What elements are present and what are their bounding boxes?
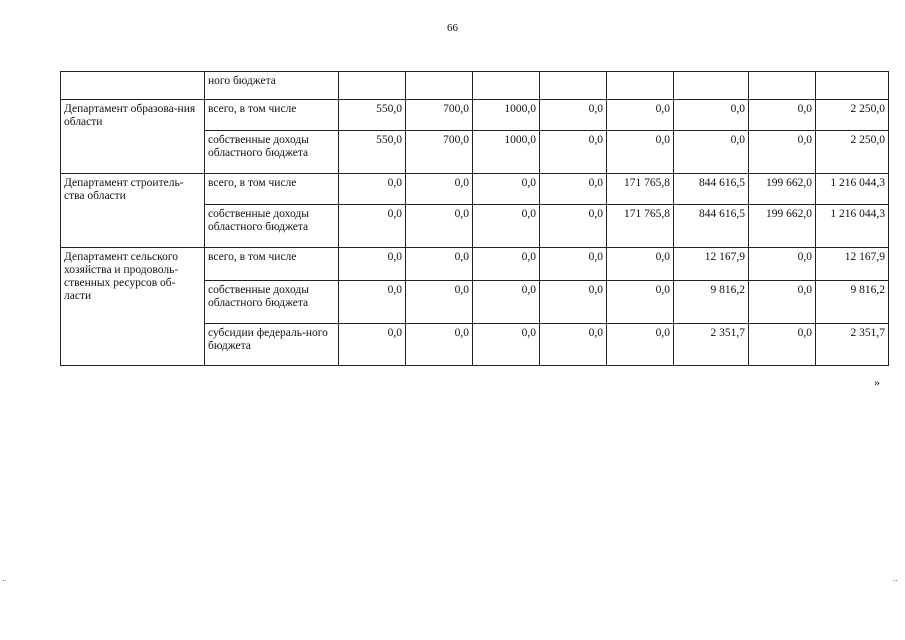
- value-cell: 0,0: [473, 248, 540, 281]
- value-cell: [540, 72, 607, 100]
- value-cell: 0,0: [607, 100, 674, 131]
- value-cell: 0,0: [607, 324, 674, 366]
- department-cell: [61, 72, 205, 100]
- value-cell: 0,0: [406, 205, 473, 248]
- value-cell: 550,0: [339, 100, 406, 131]
- value-cell: 1 216 044,3: [816, 205, 889, 248]
- value-cell: 2 351,7: [816, 324, 889, 366]
- value-cell: [749, 72, 816, 100]
- value-cell: 1 216 044,3: [816, 174, 889, 205]
- funding-source-cell: собственные доходы областного бюджета: [205, 205, 339, 248]
- value-cell: 0,0: [406, 174, 473, 205]
- value-cell: 0,0: [749, 100, 816, 131]
- value-cell: 171 765,8: [607, 205, 674, 248]
- value-cell: [816, 72, 889, 100]
- value-cell: 0,0: [540, 205, 607, 248]
- right-edge-mark: ..: [893, 573, 898, 583]
- value-cell: 0,0: [540, 100, 607, 131]
- value-cell: 2 351,7: [674, 324, 749, 366]
- funding-source-cell: всего, в том числе: [205, 100, 339, 131]
- value-cell: 199 662,0: [749, 174, 816, 205]
- value-cell: 0,0: [406, 248, 473, 281]
- funding-source-cell: всего, в том числе: [205, 174, 339, 205]
- value-cell: 0,0: [339, 248, 406, 281]
- closing-quote: »: [874, 375, 880, 389]
- value-cell: 0,0: [540, 324, 607, 366]
- value-cell: 844 616,5: [674, 205, 749, 248]
- value-cell: 844 616,5: [674, 174, 749, 205]
- value-cell: 0,0: [749, 281, 816, 324]
- value-cell: 0,0: [339, 324, 406, 366]
- value-cell: 12 167,9: [816, 248, 889, 281]
- value-cell: 0,0: [406, 281, 473, 324]
- value-cell: 2 250,0: [816, 131, 889, 174]
- value-cell: 0,0: [540, 248, 607, 281]
- department-cell: Департамент сельского хозяйства и продоволь-ственных ресурсов об-ласти: [61, 248, 205, 366]
- budget-table: [60, 71, 889, 366]
- table-row: [61, 72, 889, 100]
- value-cell: 0,0: [607, 281, 674, 324]
- value-cell: 0,0: [339, 174, 406, 205]
- value-cell: 9 816,2: [816, 281, 889, 324]
- value-cell: [674, 72, 749, 100]
- value-cell: 0,0: [749, 131, 816, 174]
- left-edge-mark: ..: [2, 573, 7, 583]
- value-cell: 1000,0: [473, 100, 540, 131]
- value-cell: [607, 72, 674, 100]
- funding-source-cell: всего, в том числе: [205, 248, 339, 281]
- value-cell: 0,0: [473, 205, 540, 248]
- value-cell: 700,0: [406, 131, 473, 174]
- value-cell: 0,0: [540, 174, 607, 205]
- table-row: [61, 174, 889, 205]
- funding-source-cell: ного бюджета: [205, 72, 339, 100]
- value-cell: 0,0: [674, 131, 749, 174]
- funding-source-cell: собственные доходы областного бюджета: [205, 131, 339, 174]
- value-cell: 0,0: [607, 131, 674, 174]
- value-cell: 0,0: [339, 205, 406, 248]
- value-cell: [406, 72, 473, 100]
- value-cell: 171 765,8: [607, 174, 674, 205]
- value-cell: 199 662,0: [749, 205, 816, 248]
- funding-source-cell: субсидии федераль-ного бюджета: [205, 324, 339, 366]
- value-cell: 700,0: [406, 100, 473, 131]
- value-cell: 0,0: [339, 281, 406, 324]
- table-row: [61, 248, 889, 281]
- value-cell: 0,0: [540, 281, 607, 324]
- value-cell: [339, 72, 406, 100]
- value-cell: [473, 72, 540, 100]
- value-cell: 2 250,0: [816, 100, 889, 131]
- value-cell: 1000,0: [473, 131, 540, 174]
- value-cell: 550,0: [339, 131, 406, 174]
- value-cell: 0,0: [607, 248, 674, 281]
- funding-source-cell: собственные доходы областного бюджета: [205, 281, 339, 324]
- page-number: 66: [447, 22, 458, 34]
- value-cell: 12 167,9: [674, 248, 749, 281]
- table-row: [61, 100, 889, 131]
- value-cell: 0,0: [473, 174, 540, 205]
- department-cell: Департамент образова-ния области: [61, 100, 205, 174]
- value-cell: 0,0: [473, 324, 540, 366]
- value-cell: 0,0: [749, 324, 816, 366]
- value-cell: 0,0: [406, 324, 473, 366]
- value-cell: 0,0: [473, 281, 540, 324]
- value-cell: 0,0: [540, 131, 607, 174]
- value-cell: 9 816,2: [674, 281, 749, 324]
- department-cell: Департамент строитель-ства области: [61, 174, 205, 248]
- value-cell: 0,0: [749, 248, 816, 281]
- value-cell: 0,0: [674, 100, 749, 131]
